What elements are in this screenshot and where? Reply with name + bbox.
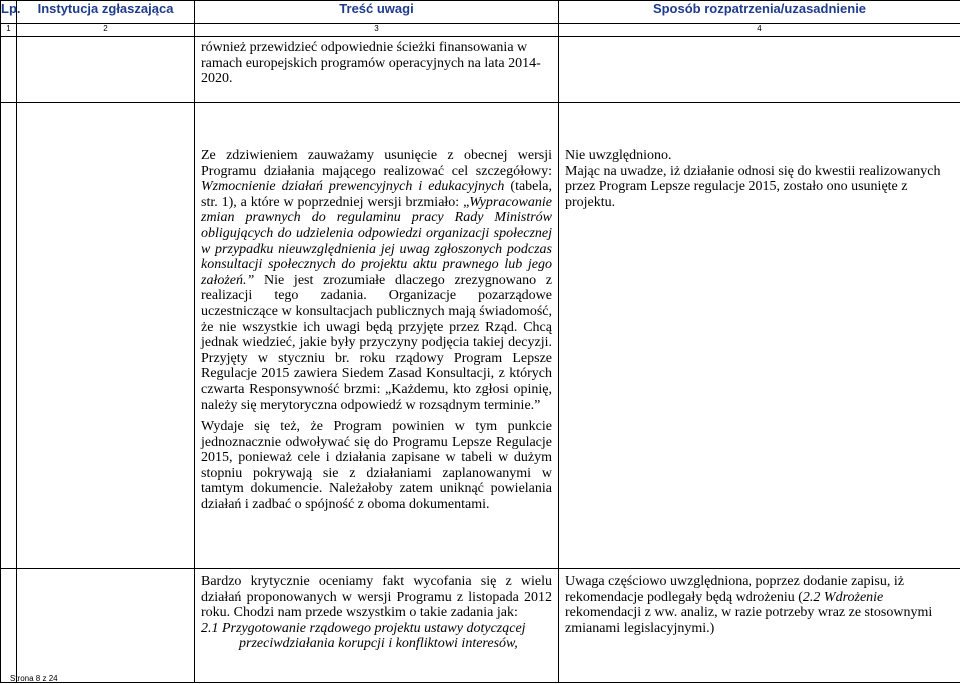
comment-cell (195, 37, 559, 103)
institution-cell (17, 569, 195, 683)
quoted-task: Wypracowanie zmian prawnych do regulaminu pracy Rady Ministrów obligujących do udzielenia odpowiedzi organizacji społecznej w przypadku nieuwzględnienia jej uwag zgłoszonych podczas konsultacji społecznych do projektu aktu prawnego lub jego założeń.” (201, 194, 552, 288)
table-row (1, 569, 960, 683)
header-institution: Instytucja zgłaszająca (17, 1, 195, 24)
comment-cell (195, 103, 559, 569)
table-row (1, 37, 960, 103)
resolution-cell (559, 37, 960, 103)
col-number: 1 (1, 24, 17, 37)
task-item: 2.1 Przygotowanie rządowego projektu ustawy dotyczącej (201, 620, 526, 636)
comment-line: również przewidzieć odpowiednie ścieżki finansowania w (201, 40, 528, 55)
institution-cell (17, 37, 195, 103)
column-number-row (1, 24, 960, 37)
resolution-status: Nie uwzględniono. (565, 148, 672, 163)
resolution-cell (559, 569, 960, 683)
lp-cell (1, 569, 17, 683)
header-resolution: Sposób rozpatrzenia/uzasadnienie (559, 1, 960, 24)
comment-paragraph: Ze zdziwieniem zauważamy usunięcie z obecnej wersji Programu działania mającego realizować cel szczegółowy: Wzmocnienie działań prewencyjnych i edukacyjnych (tabela, str. 1), a które w poprzedniej wersji brzmiało: „Wypracowanie zmian prawnych do regulaminu pracy Rady Ministrów obligujących do udzielenia odpowiedzi organizacji społecznej w przypadku nieuwzględnienia jej uwag zgłoszonych podczas konsultacji społecznych do projektu aktu prawnego lub jego założeń.” Nie jest zrozumiałe dlaczego zrezygnowano z realizacji tego zadania. Organizacje pozarządowe uczestniczące w konsultacjach publicznych mają świadomość, że nie wszystkie ich uwagi będą przyjęte przez Rząd. Chcą jednak wiedzieć, jakie były przyczyny podjęcia takiej decyzji. Przyjęty w styczniu br. roku rządowy Program Lepsze Regulacje 2015 zawiera Siedem Zasad Konsultacji, z których czwarta Responsywność brzmi: „Każdemu, kto zgłosi opinię, należy się merytoryczna odpowiedź w rozsądnym terminie.” (201, 148, 552, 413)
col-number: 4 (559, 24, 960, 37)
task-item: przeciwdziałania korupcji i konfliktowi interesów, (239, 636, 518, 652)
resolution-text: Uwaga częściowo uwzględniona, poprzez dodanie zapisu, iż rekomendacje podlegały będą wdrożeniu (2.2 Wdrożenie rekomendacji z ww. analiz, w razie potrzeby wraz ze stosownymi zmianami legislacyjnymi.) (565, 574, 933, 636)
comment-paragraph: Wydaje się też, że Program powinien w tym punkcie jednoznacznie odwoływać się do Programu Lepsze Regulacje 2015, ponieważ cele i działania zapisane w tabeli w dużym stopniu pokrywają sie z działaniami zaplanowanymi w tamtym dokumencie. Należałoby zatem uniknąć powielania działań i zadbać o spójność z oboma dokumentami. (201, 419, 552, 513)
lp-cell (1, 37, 17, 103)
col-number: 2 (17, 24, 195, 37)
lp-cell (1, 103, 17, 569)
header-lp: Lp. (1, 1, 17, 24)
page-number: Strona 8 z 24 (10, 674, 58, 683)
comment-line: ramach europejskich programów operacyjnych na lata 2014- (201, 55, 541, 71)
objective-name: Wzmocnienie działań prewencyjnych i edukacyjnych (201, 179, 505, 195)
col-number: 3 (195, 24, 559, 37)
resolution-cell (559, 103, 960, 569)
resolution-text: Mając na uwadze, iż działanie odnosi się do kwestii realizowanych przez Program Lepsze regulacje 2015, zostało ono usunięte z projektu. (565, 163, 941, 210)
comment-line: 2020. (201, 71, 233, 87)
table-row (1, 103, 960, 569)
comment-paragraph: Bardzo krytycznie oceniamy fakt wycofania się z wielu działań proponowanych w wersji Programu z listopada 2012 roku. Chodzi nam przede wszystkim o takie zadania jak: (201, 574, 552, 621)
comment-cell (195, 569, 559, 683)
header-comment: Treść uwagi (195, 1, 559, 24)
institution-cell (17, 103, 195, 569)
header-row (1, 1, 960, 24)
